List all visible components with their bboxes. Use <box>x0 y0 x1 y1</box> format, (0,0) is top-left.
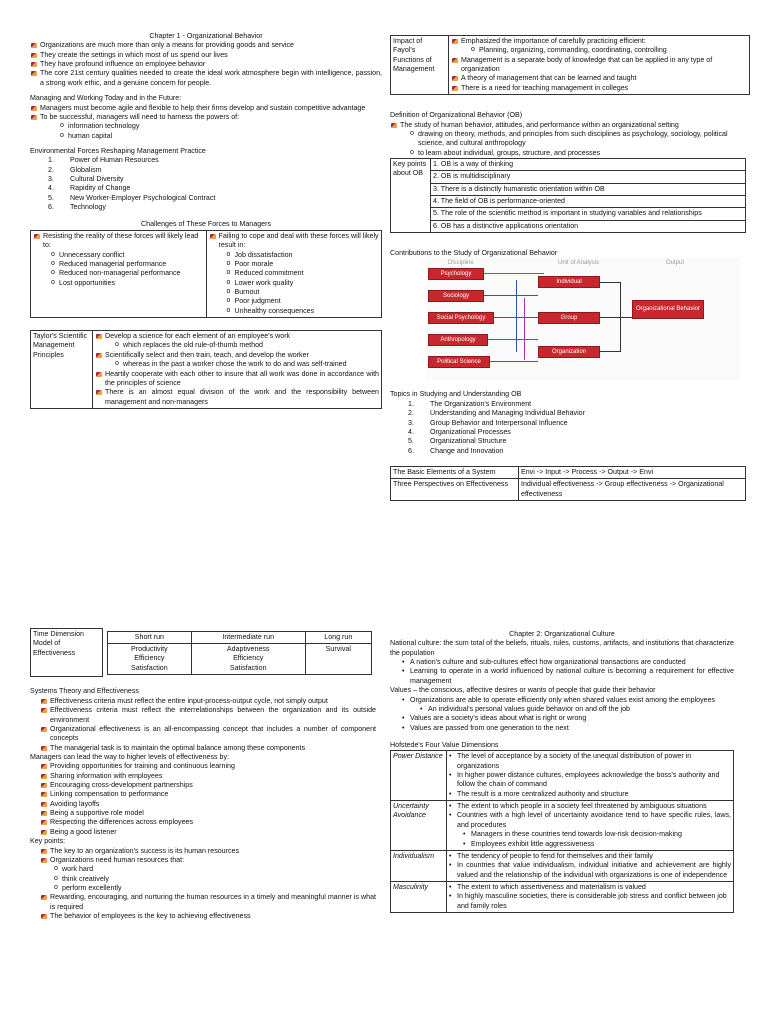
table-cell-head: Resisting the reality of these forces will likely lead to: <box>33 232 204 251</box>
taylor-table: Taylor's Scientific Management Principles Develop a science for each element of an employee's work o which replaces the old rule-of-thumb method Scientifically select and then train, teach, and develop the worker o whereas in the past a worker chose the work to do and was self-trained Heartily cooperate with each other to insure that all work was done in accordance with the principles of science There is an almost equal division of the work and the responsibility between management and non-managers <box>30 330 382 409</box>
managing-list <box>30 104 382 123</box>
section-heading: Environmental Forces Reshaping Management Practice <box>30 146 206 155</box>
list-item: 3. Cultural Diversity <box>48 175 124 184</box>
powers-list <box>30 122 382 141</box>
section-heading: Managing and Working Today and in the Future: <box>30 94 182 103</box>
list-item: 6. Technology <box>48 203 106 212</box>
section-heading: Hofstede's Four Value Dimensions <box>390 740 499 749</box>
intro-list <box>30 41 382 88</box>
list-item: 5. New Worker-Employer Psychological Contract <box>48 193 216 202</box>
contributions-diagram <box>426 258 740 380</box>
diagram-node: Organization <box>538 346 600 358</box>
fayol-label: Impact of Fayol's Functions of Management <box>391 36 449 95</box>
section-heading: Definition of Organizational Behavior (OB) <box>390 111 523 120</box>
diagram-node: Anthropology <box>428 334 488 346</box>
fayol-column: Impact of Fayol's Functions of Management Emphasized the importance of carefully practicing efficient: o Planning, organizing, commanding, coordinating, controlling Management is a separate body of knowledge that can be applied in any type of organization A theory of management that can be learned and taught There is a need for teaching management in colleges Definition of Organizational Behavior (OB) The study of human behavior, attitudes, and performance within an organizational setting o drawing on theory, methods, and principles from such disciplines as psychology, sociology, political science, and cultural anthropology o to learn about individual, groups, structure, and processes Key points about OB 1. OB is a way of thinking 2. OB is multidisciplinary 3. There is a distinctly humanistic orientation within OB 4. The field of OB is performance-oriented 5. The role of the scientific method is important in studying variables and relationships 6. OB has a distinctive applications orientation Contributions to the Study of Organizational Behavior Discipline Unit of Analysis Output Psychology Sociology Social Psychology Anthropology Political Science Individual Group Organization Organizational Behavior Topics in Studying and Understanding OB 1. The Organization's Environment 2. Understanding and Managing Individual Behavior 3. Group Behavior and Interpersonal Influence 4. Organizational Processes 5. Organizational Structure 6. Change and Innovation The Basic Elements of a System Envi -> Input -> Process -> Output -> Envi Three Perspectives on Effectiveness Individual effectiveness -> Group effectiveness -> Organizational effectiveness <box>390 35 750 501</box>
diagram-node: Psychology <box>428 268 484 280</box>
fayol-table: Impact of Fayol's Functions of Management Emphasized the importance of carefully practicing efficient: o Planning, organizing, commanding, coordinating, controlling Management is a separate body of knowledge that can be applied in any type of organization A theory of management that can be learned and taught There is a need for teaching management in colleges <box>390 35 750 95</box>
chapter2-title: Chapter 2: Organizational Culture <box>509 630 615 638</box>
diagram-header: Discipline <box>448 260 474 267</box>
hofstede-table: Power Distance • The level of acceptance by a society of the unequal distribution of power in organizations • In higher power distance cultures, employees acknowledge the boss's authority and follow the chain of command • The result is a more centralized authority and structure Uncertainty Avoidance • The extent to which people in a society feel threatened by ambiguous situations • Countries with a high level of uncertainty avoidance tend to have specific rules, laws, and procedures • Managers in these countries tend towards low-risk decision-making • Employees exhibit little aggressiveness Individualism • The tendency of people to fend for themselves and their family • In countries that value individualism, individual initiative and achievement are highly valued and the relationship of the individual with organizations is one of independence Masculinity • The extent to which assertiveness and materialism is valued • In highly masculine societies, there is considerable job stress and conflict between job and family roles <box>390 750 734 913</box>
table-cell-head: Failing to cope and deal with these forces will likely result in: <box>209 232 380 251</box>
time-label: Time Dimension Model of Effectiveness <box>31 629 103 677</box>
env-list <box>30 156 382 212</box>
diagram-node: Group <box>538 312 600 324</box>
list-item: 4. Rapidity of Change <box>48 184 131 193</box>
list-item: They have profound influence on employee behavior <box>30 60 382 69</box>
list-item: o information technology <box>60 122 382 131</box>
time-dimension-table: Time Dimension Model of Effectiveness Short run Intermediate run Long run Productivity Efficiency Satisfaction Adaptiveness Efficiency Satisfaction Survival <box>30 628 376 677</box>
values-def: Values – the conscious, affective desires or wants of people that guide their behavior <box>390 686 656 695</box>
chapter2-column: Chapter 2: Organizational Culture National culture: the sum total of the beliefs, rituals, rules, customs, artifacts, and institutions that characterize the population • A nation's culture and sub-cultures effect how organizational transactions are conducted • Learning to operate in a world influenced by national culture is becoming a requirement for effective management Values – the conscious, affective desires or wants of people that guide their behavior • Organizations are able to operate efficiently only when shared values exist among the employees • An individual's personal values guide behavior on and off the job • Values are a society's ideas about what is right or wrong • Values are passed from one generation to the next Hofstede's Four Value Dimensions Power Distance • The level of acceptance by a society of the unequal distribution of power in organizations • In higher power distance cultures, employees acknowledge the boss's authority and follow the chain of command • The result is a more centralized authority and structure Uncertainty Avoidance • The extent to which people in a society feel threatened by ambiguous situations • Countries with a high level of uncertainty avoidance tend to have specific rules, laws, and procedures • Managers in these countries tend towards low-risk decision-making • Employees exhibit little aggressiveness Individualism • The tendency of people to fend for themselves and their family • In countries that value individualism, individual initiative and achievement are highly valued and the relationship of the individual with organizations is one of independence Masculinity • The extent to which assertiveness and materialism is valued • In highly masculine societies, there is considerable job stress and conflict between job and family roles <box>390 630 734 913</box>
effectiveness-column: Time Dimension Model of Effectiveness Short run Intermediate run Long run Productivity Efficiency Satisfaction Adaptiveness Efficiency Satisfaction Survival Systems Theory and Effectiveness Effectiveness criteria must reflect the entire input-process-output cycle, not simply output Effectiveness criteria must reflect the interrelationships between the organization and its outside environment Organizational effectiveness is an all-encompassing concept that includes a number of component concepts The managerial task is to maintain the optimal balance among these components Managers can lead the way to higher levels of effectiveness by: Providing opportunities for training and continuous learning Sharing information with employees Encouraging cross-development partnerships Linking compensation to performance Avoiding layoffs Being a supportive role model Respecting the differences across employees Being a good listener Key points: The key to an organization's success is its human resources Organizations need human resources that: o work hard o think creatively o perform excellently Rewarding, encouraging, and nurturing the human resources in a timely and meaningful manner is what is required The behavior of employees is the key to achieving effectiveness <box>30 628 376 921</box>
taylor-label: Taylor's Scientific Management Principles <box>31 331 93 409</box>
section-heading: Managers can lead the way to higher levels of effectiveness by: <box>30 752 230 761</box>
diagram-node: Social Psychology <box>428 312 494 324</box>
diagram-node: Political Science <box>428 356 490 368</box>
section-heading: Challenges of These Forces to Managers <box>141 220 271 229</box>
system-table: The Basic Elements of a System Envi -> Input -> Process -> Output -> Envi Three Perspectives on Effectiveness Individual effectiveness -> Group effectiveness -> Organizational effectiveness <box>390 466 746 501</box>
key-points-table: Key points about OB 1. OB is a way of thinking 2. OB is multidisciplinary 3. There is a distinctly humanistic orientation within OB 4. The field of OB is performance-oriented 5. The role of the scientific method is important in studying variables and relationships 6. OB has a distinctive applications orientation <box>390 158 746 233</box>
list-item: Managers must become agile and flexible to help their firms develop and sustain competitive advantage <box>30 104 382 113</box>
list-item: The core 21st century qualities needed to create the ideal work atmosphere begin with intelligence, passion, a strong work ethic, and a genuine concern for people. <box>30 69 382 88</box>
list-item: 1. Power of Human Resources <box>48 156 159 165</box>
diagram-node: Sociology <box>428 290 484 302</box>
section-heading: Topics in Studying and Understanding OB <box>390 390 522 399</box>
section-heading: Contributions to the Study of Organizational Behavior <box>390 249 558 258</box>
list-item: Organizations are much more than only a means for providing goods and service <box>30 41 382 50</box>
list-item: 2. Globalism <box>48 165 102 174</box>
challenges-table: Resisting the reality of these forces will likely lead to: o Unnecessary conflict o Reduced managerial performance o Reduced non-managerial performance o Lost opportunities Failing to cope and deal with these forces will likely result in: o Job dissatisfaction o Poor morale o Reduced commitment o Lower work quality o Burnout o Poor judgment o Unhealthy consequences <box>30 230 382 318</box>
key-label: Key points about OB <box>391 158 431 232</box>
section-heading: Systems Theory and Effectiveness <box>30 687 139 696</box>
list-item: They create the settings in which most of us spend our lives <box>30 51 382 60</box>
topics-list: 1. The Organization's Environment 2. Understanding and Managing Individual Behavior 3. Group Behavior and Interpersonal Influence 4. Organizational Processes 5. Organizational Structure 6. Change and Innovation <box>408 399 585 455</box>
diagram-header: Unit of Analysis <box>558 260 600 267</box>
diagram-header: Output <box>666 260 685 267</box>
diagram-node: Individual <box>538 276 600 288</box>
diagram-node: Organizational Behavior <box>632 300 704 319</box>
section-heading: Key points: <box>30 837 66 846</box>
list-item: To be successful, managers will need to harness the powers of: <box>30 113 382 122</box>
national-culture: National culture: the sum total of the beliefs, rituals, rules, customs, artifacts, and institutions that characterize the population <box>390 639 734 657</box>
chapter1-title: Chapter 1 - Organizational Behavior <box>149 32 263 40</box>
list-item: o human capital <box>60 132 382 141</box>
chapter1-column <box>30 32 382 409</box>
